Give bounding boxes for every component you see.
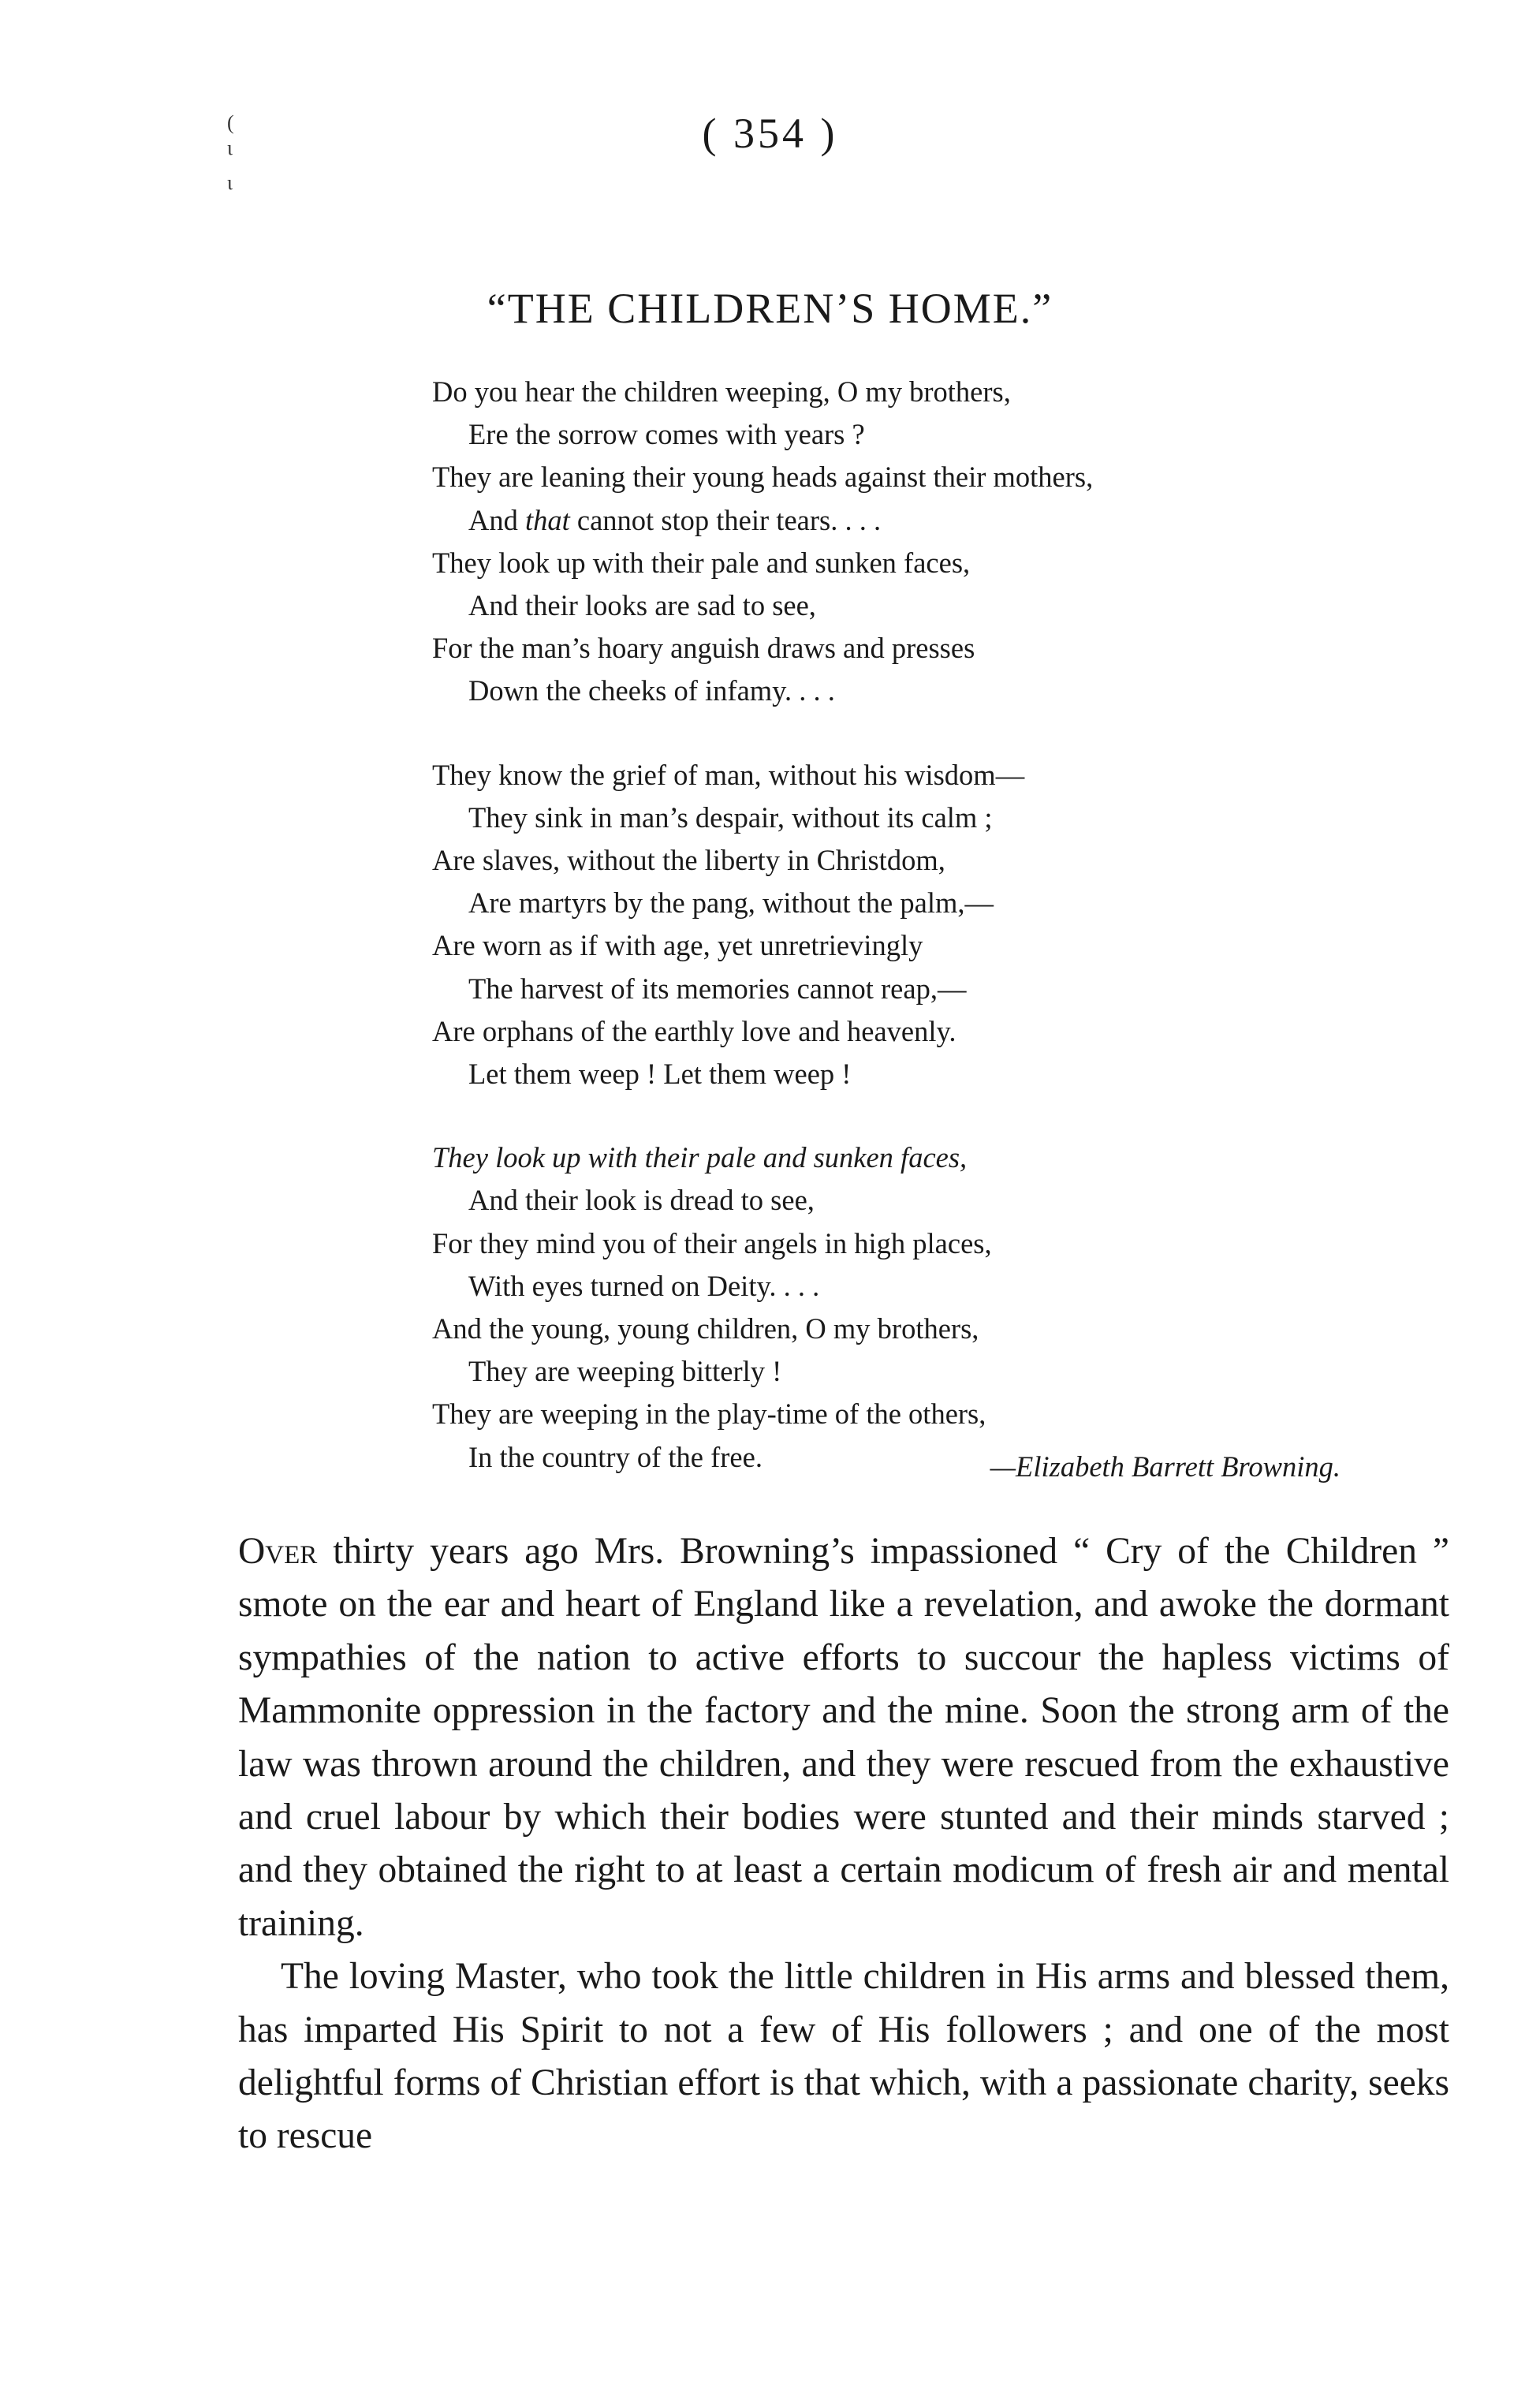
poem-line: They know the grief of man, without his wisdom—: [432, 758, 1025, 791]
paragraph-text: thirty years ago Mrs. Browning’s impassioned “ Cry of the Children ” smote on the ear and heart of England like a revelation, and awoke the dormant sympathies of the nation to active efforts to succour the hapless victims of Mammonite oppression in the factory and the mine. Soon the strong arm of the law was thrown around the children, and they were rescued from the exhaustive and cruel labour by which their bodies were stunted and their minds starved ; and they obtained the right to at least a certain modicum of fresh air and mental training.: [238, 1531, 1449, 1944]
poem-line: They are weeping bitterly !: [468, 1355, 782, 1388]
poem-stanza: [432, 754, 1394, 1096]
poem-line: Down the cheeks of infamy. . . .: [468, 674, 835, 707]
poem-line: Do you hear the children weeping, O my brothers,: [432, 375, 1011, 408]
poem-stanza: [432, 371, 1394, 713]
margin-mark: ι: [227, 171, 233, 194]
poem-line: Ere the sorrow comes with years ?: [468, 418, 865, 451]
poem-line: For the man’s hoary anguish draws and presses: [432, 632, 975, 665]
poem-line: They are weeping in the play-time of the others,: [432, 1398, 986, 1431]
page-number: ( 354 ): [702, 110, 838, 157]
poem-line: They look up with their pale and sunken faces,: [432, 1141, 968, 1174]
poem-line: Let them weep ! Let them weep !: [468, 1058, 852, 1091]
paragraph-text: The loving Master, who took the little children in His arms and blessed them, has imparted His Spirit to not a few of His followers ; and one of the most delightful forms of Christian effort is that which, with a passionate charity, seeks to rescue: [238, 1956, 1449, 2157]
poem-line: For they mind you of their angels in high places,: [432, 1226, 992, 1259]
prose-body: [238, 1525, 1449, 2163]
poem-line: They look up with their pale and sunken faces,: [432, 546, 971, 579]
prose-paragraph: [238, 1950, 1449, 2163]
margin-mark: ι: [227, 136, 233, 159]
poem: [432, 371, 1394, 1479]
poem-line: Are worn as if with age, yet unretrievingly: [432, 929, 923, 962]
poem-line: Are orphans of the earthly love and heavenly.: [432, 1014, 956, 1047]
poem-stanza: [432, 1136, 1394, 1479]
poem-line: Are slaves, without the liberty in Christdom,: [432, 844, 945, 877]
poem-line: With eyes turned on Deity. . . .: [468, 1269, 820, 1302]
poem-attribution: —Elizabeth Barrett Browning.: [990, 1450, 1341, 1483]
poem-line: They are leaning their young heads against their mothers,: [432, 461, 1094, 494]
poem-line: The harvest of its memories cannot reap,—: [468, 972, 967, 1005]
poem-line: In the country of the free.: [468, 1440, 763, 1473]
poem-line: Are martyrs by the pang, without the palm,—: [468, 886, 994, 920]
poem-line: And the young, young children, O my brothers,: [432, 1312, 979, 1345]
prose-paragraph: [238, 1525, 1449, 1950]
poem-line: And that cannot stop their tears. . . .: [468, 503, 882, 536]
poem-line: And their look is dread to see,: [468, 1184, 815, 1217]
margin-mark: (: [227, 111, 234, 134]
poem-line: And their looks are sad to see,: [468, 589, 816, 622]
paragraph-lead-word: Over: [238, 1531, 318, 1572]
poem-line: They sink in man’s despair, without its calm ;: [468, 800, 993, 834]
poem-title: “THE CHILDREN’S HOME.”: [487, 285, 1053, 332]
